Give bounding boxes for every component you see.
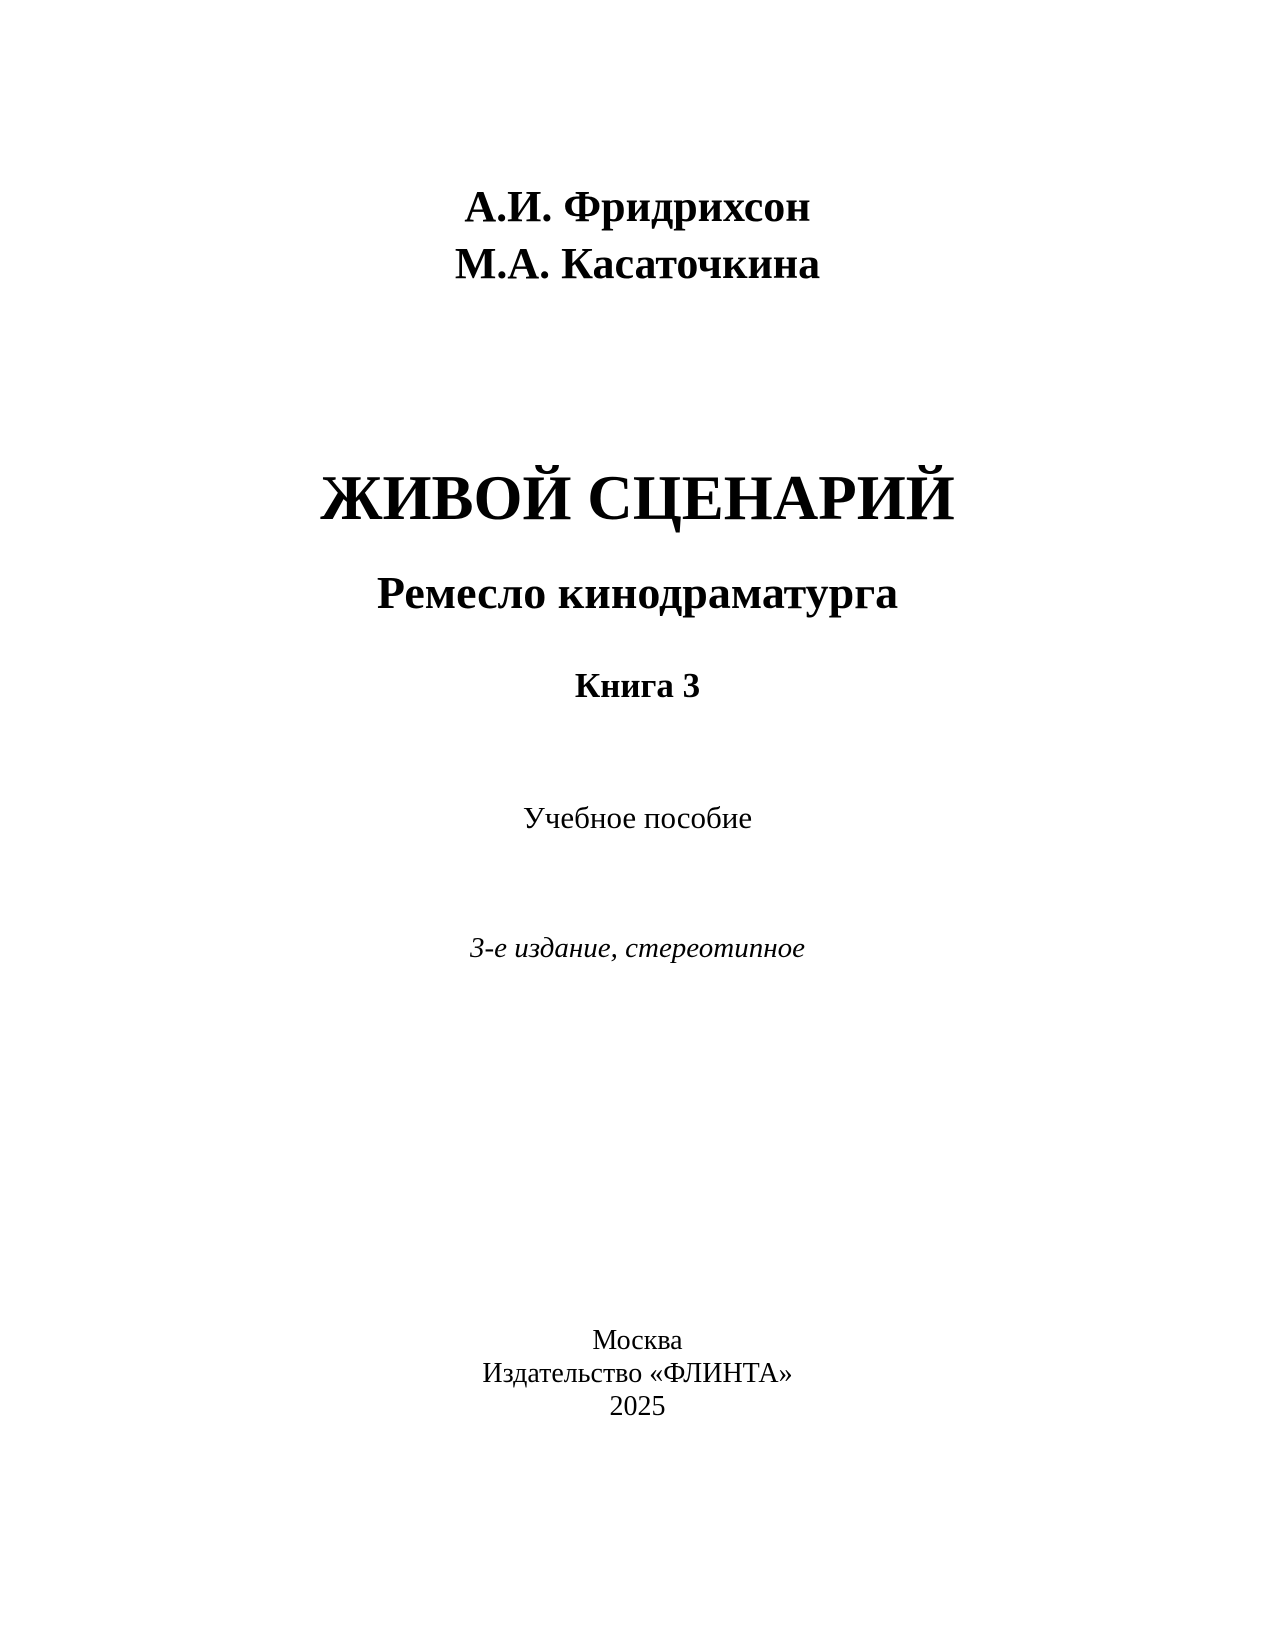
- imprint-publisher: Издательство «ФЛИНТА»: [482, 1358, 793, 1389]
- imprint-block: [0, 1324, 1275, 1423]
- author-name-1: А.И. Фридрихсон: [464, 182, 811, 231]
- authors-block: [0, 178, 1275, 292]
- book-volume: Книга 3: [574, 666, 701, 705]
- author-name-2: М.А. Касаточкина: [454, 239, 821, 288]
- book-title: ЖИВОЙ СЦЕНАРИЙ: [320, 463, 955, 533]
- imprint-city: Москва: [592, 1325, 683, 1356]
- book-genre: Учебное пособие: [522, 800, 753, 835]
- edition-note: 3-е издание, стереотипное: [469, 932, 805, 964]
- imprint-year: 2025: [609, 1391, 666, 1422]
- book-subtitle: Ремесло кинодраматурга: [376, 567, 899, 618]
